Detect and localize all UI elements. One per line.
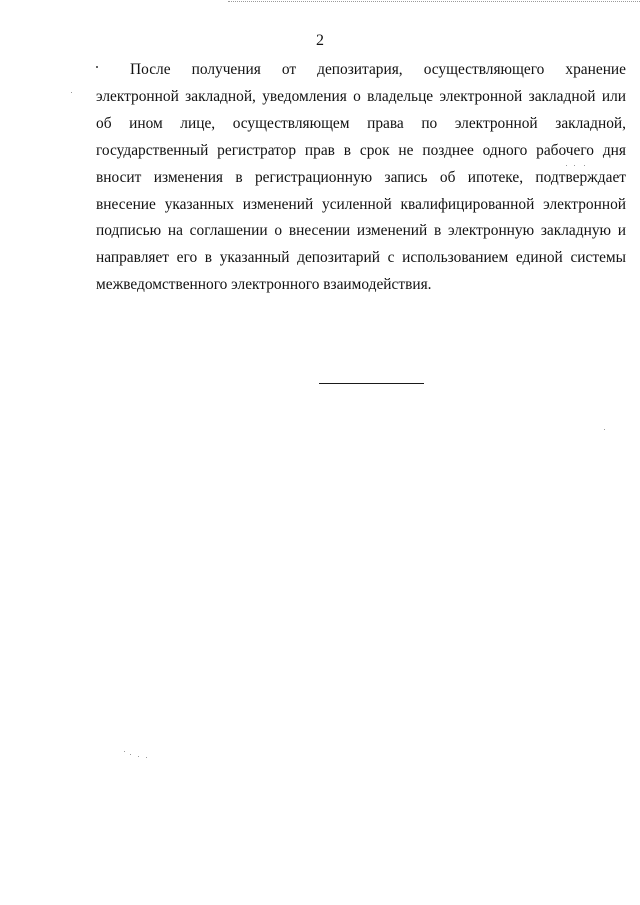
scan-speck [130,754,131,755]
page-number: 2 [316,32,324,49]
body-paragraph: После получения от депозитария, осуществляющего хранение электронной закладной, уведомления о владельце электронной закладной или об ином лице, осуществляющем права по электронной закладной, государственный регистратор прав в срок не позднее одного рабочего дня вносит изменения в регистрационную запись об ипотеке, подтверждает внесение указанных изменений усиленной квалифицированной электронной подписью на соглашении о внесении изменений в электронную закладную и направляет его в указанный депозитарий с использованием единой системы межведомственного электронного взаимодействия. [96,61,626,294]
scan-speck [146,757,147,758]
scan-speck [138,756,139,757]
scan-speck [71,92,72,93]
scan-speck [574,165,575,166]
scan-speck [96,66,98,68]
scan-speck [124,751,125,752]
scan-edge-line [228,1,640,2]
end-of-text-rule [319,383,424,384]
scan-speck [584,165,585,166]
scan-speck [566,165,567,166]
scan-speck [604,429,605,430]
